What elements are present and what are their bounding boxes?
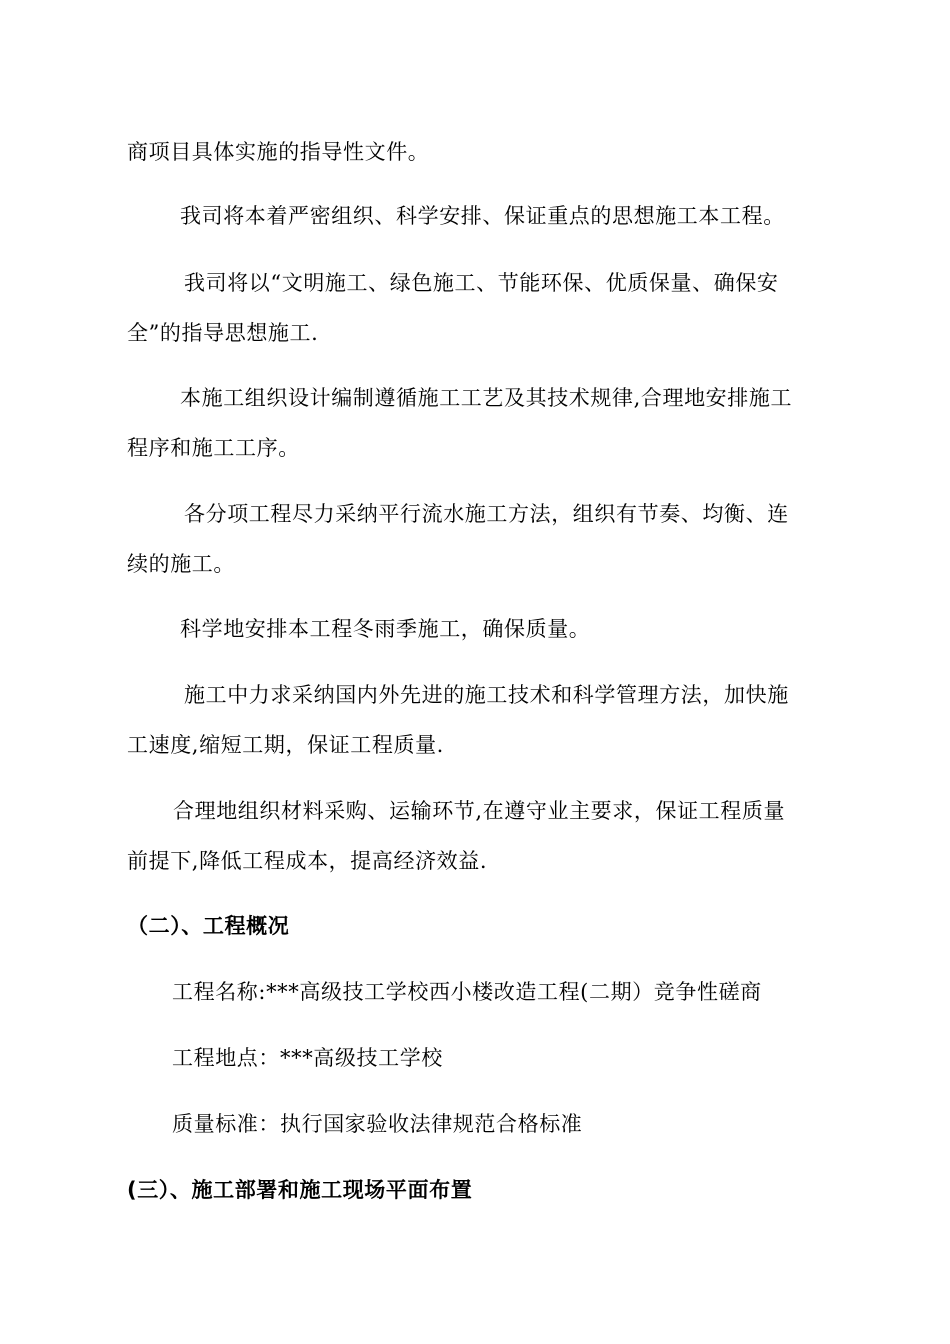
paragraph-line: 各分项工程尽力采纳平行流水施工方法，组织有节奏、均衡、连 <box>184 502 789 526</box>
paragraph-line: 我司将本着严密组织、科学安排、保证重点的思想施工本工程。 <box>180 204 785 228</box>
paragraph-line: 商项目具体实施的指导性文件。 <box>127 140 430 164</box>
paragraph-line: 我司将以“文明施工、绿色施工、节能环保、优质保量、确保安 <box>184 271 779 295</box>
paragraph-line: 科学地安排本工程冬雨季施工，确保质量。 <box>180 617 591 641</box>
paragraph-line: 工速度,缩短工期，保证工程质量. <box>127 733 444 757</box>
paragraph-line: 本施工组织设计编制遵循施工工艺及其技术规律,合理地安排施工 <box>180 386 793 410</box>
paragraph-line: 程序和施工工序。 <box>127 436 300 460</box>
paragraph-line: 前提下,降低工程成本，提高经济效益. <box>127 849 488 873</box>
section-heading: (三）、施工部署和施工现场平面布置 <box>127 1178 473 1202</box>
project-location-line: 工程地点：***高级技工学校 <box>172 1046 443 1070</box>
paragraph-line: 全”的指导思想施工. <box>127 321 319 345</box>
paragraph-line: 施工中力求采纳国内外先进的施工技术和科学管理方法，加快施 <box>184 683 789 707</box>
project-name-line: 工程名称:***高级技工学校西小楼改造工程(二期）竞争性磋商 <box>172 980 762 1004</box>
quality-standard-line: 质量标准：执行国家验收法律规范合格标准 <box>172 1112 583 1136</box>
section-heading: （二）、工程概况 <box>127 914 290 938</box>
paragraph-line: 合理地组织材料采购、运输环节,在遵守业主要求，保证工程质量 <box>173 799 786 823</box>
paragraph-line: 续的施工。 <box>127 552 235 576</box>
